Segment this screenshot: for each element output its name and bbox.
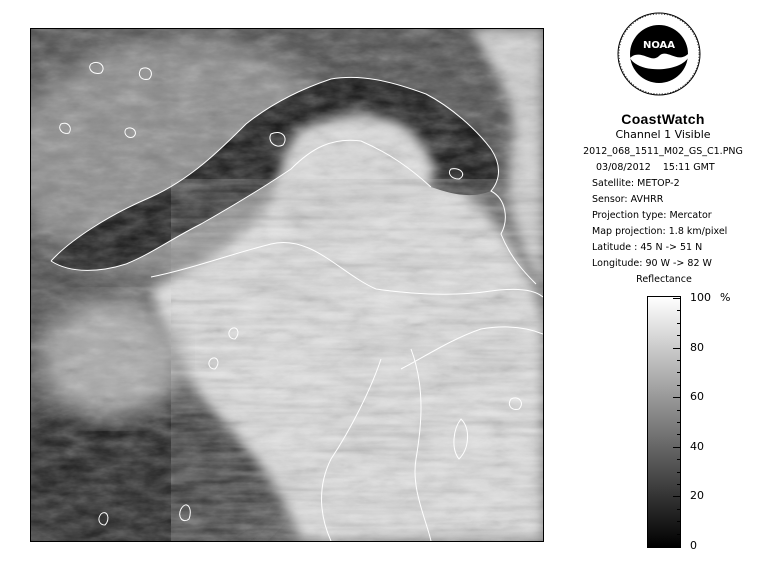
colorbar-minor-tick bbox=[677, 422, 681, 423]
colorbar-minor-tick bbox=[677, 410, 681, 411]
colorbar-tick-label: 80 bbox=[690, 341, 704, 354]
date-value: 03/08/2012 bbox=[596, 162, 651, 173]
colorbar-minor-tick bbox=[677, 521, 681, 522]
satellite-image bbox=[31, 29, 543, 541]
colorbar-major-tick bbox=[673, 348, 681, 349]
colorbar-tick-label: 60 bbox=[690, 390, 704, 403]
colorbar-tick-label: 100 bbox=[690, 291, 711, 304]
colorbar-major-tick bbox=[673, 447, 681, 448]
meta-satellite: Satellite: METOP-2 bbox=[592, 178, 680, 189]
meta-latitude: Latitude : 45 N -> 51 N bbox=[592, 242, 703, 253]
colorbar-major-tick bbox=[673, 397, 681, 398]
colorbar-minor-tick bbox=[677, 459, 681, 460]
noaa-logo bbox=[617, 12, 701, 96]
colorbar-major-tick bbox=[673, 298, 681, 299]
filename-label: 2012_068_1511_M02_GS_C1.PNG bbox=[583, 146, 743, 157]
datetime-line bbox=[596, 161, 776, 175]
colorbar-minor-tick bbox=[677, 335, 681, 336]
colorbar-minor-tick bbox=[677, 509, 681, 510]
meta-map-projection: Map projection: 1.8 km/pixel bbox=[592, 226, 728, 237]
colorbar-unit: % bbox=[720, 291, 731, 304]
colorbar-gradient bbox=[647, 296, 681, 548]
colorbar-minor-tick bbox=[677, 472, 681, 473]
colorbar-major-tick bbox=[673, 496, 681, 497]
colorbar-minor-tick bbox=[677, 372, 681, 373]
colorbar-tick-label: 40 bbox=[690, 440, 704, 453]
page-title: CoastWatch bbox=[621, 111, 705, 127]
time-value: 15:11 GMT bbox=[662, 162, 715, 173]
colorbar-title: Reflectance bbox=[636, 274, 692, 285]
meta-sensor: Sensor: AVHRR bbox=[592, 194, 664, 205]
colorbar-minor-tick bbox=[677, 360, 681, 361]
colorbar-minor-tick bbox=[677, 310, 681, 311]
colorbar-minor-tick bbox=[677, 434, 681, 435]
colorbar-tick-label: 0 bbox=[690, 539, 697, 552]
colorbar-minor-tick bbox=[677, 484, 681, 485]
meta-projection-type: Projection type: Mercator bbox=[592, 210, 712, 221]
satellite-image-panel bbox=[30, 28, 544, 542]
meta-longitude: Longitude: 90 W -> 82 W bbox=[592, 258, 712, 269]
colorbar-minor-tick bbox=[677, 534, 681, 535]
colorbar-tick-label: 20 bbox=[690, 489, 704, 502]
colorbar-minor-tick bbox=[677, 323, 681, 324]
colorbar-major-tick bbox=[673, 546, 681, 547]
colorbar-minor-tick bbox=[677, 385, 681, 386]
streak-texture bbox=[171, 179, 543, 541]
channel-label: Channel 1 Visible bbox=[615, 128, 711, 141]
noaa-logo-text: NOAA bbox=[642, 40, 676, 51]
